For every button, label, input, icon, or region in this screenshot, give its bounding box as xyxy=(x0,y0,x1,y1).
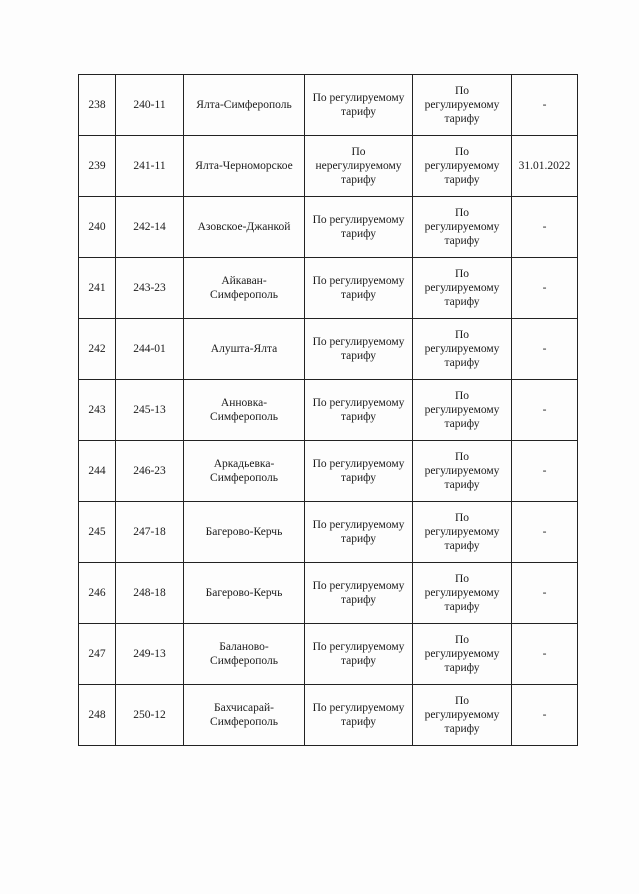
current-tariff-cell xyxy=(305,563,413,624)
table-row xyxy=(79,197,578,258)
row-number: 248 xyxy=(88,709,106,721)
row-number-cell xyxy=(79,563,116,624)
route-name: Ялта-Симферополь xyxy=(196,99,292,111)
route-code: 244-01 xyxy=(133,343,166,355)
route-code: 250-12 xyxy=(133,709,166,721)
current-tariff-cell xyxy=(305,502,413,563)
table-row xyxy=(79,75,578,136)
route-name: Алушта-Ялта xyxy=(210,343,278,355)
planned-tariff: По регулируемому тарифу xyxy=(424,451,500,491)
planned-tariff-cell xyxy=(413,75,512,136)
planned-tariff: По регулируемому тарифу xyxy=(424,390,500,430)
route-name: Ялта-Черноморское xyxy=(195,160,293,172)
route-code: 241-11 xyxy=(133,160,166,172)
row-number-cell xyxy=(79,441,116,502)
table-row xyxy=(79,380,578,441)
change-date-cell xyxy=(512,136,578,197)
route-code: 249-13 xyxy=(133,648,166,660)
change-date-cell xyxy=(512,197,578,258)
route-code-cell xyxy=(116,197,184,258)
change-date-cell xyxy=(512,441,578,502)
change-date-cell xyxy=(512,75,578,136)
route-name: Багерово-Керчь xyxy=(205,526,283,538)
row-number: 243 xyxy=(88,404,106,416)
planned-tariff-cell xyxy=(413,136,512,197)
route-name-cell xyxy=(184,258,305,319)
change-date: - xyxy=(542,526,547,538)
route-name-cell xyxy=(184,75,305,136)
current-tariff-cell xyxy=(305,624,413,685)
row-number-cell xyxy=(79,685,116,746)
route-name-cell xyxy=(184,136,305,197)
routes-table-body xyxy=(79,75,578,746)
planned-tariff-cell xyxy=(413,380,512,441)
row-number-cell xyxy=(79,258,116,319)
change-date-cell xyxy=(512,319,578,380)
route-name-cell xyxy=(184,380,305,441)
row-number-cell xyxy=(79,136,116,197)
row-number-cell xyxy=(79,75,116,136)
change-date: - xyxy=(542,343,547,355)
route-name: Аркадьевка- Симферополь xyxy=(210,458,278,484)
current-tariff: По регулируемому тарифу xyxy=(312,702,405,728)
table-row xyxy=(79,258,578,319)
current-tariff: По регулируемому тарифу xyxy=(312,275,405,301)
row-number: 238 xyxy=(88,99,106,111)
change-date-cell xyxy=(512,380,578,441)
table-row xyxy=(79,502,578,563)
row-number: 245 xyxy=(88,526,106,538)
current-tariff: По регулируемому тарифу xyxy=(312,458,405,484)
planned-tariff: По регулируемому тарифу xyxy=(424,146,500,186)
planned-tariff-cell xyxy=(413,685,512,746)
route-code: 245-13 xyxy=(133,404,166,416)
change-date-cell xyxy=(512,563,578,624)
current-tariff: По регулируемому тарифу xyxy=(312,397,405,423)
route-code-cell xyxy=(116,75,184,136)
planned-tariff: По регулируемому тарифу xyxy=(424,207,500,247)
route-code: 242-14 xyxy=(133,221,166,233)
current-tariff-cell xyxy=(305,685,413,746)
row-number: 242 xyxy=(88,343,106,355)
route-code-cell xyxy=(116,258,184,319)
route-name: Анновка- Симферополь xyxy=(210,397,278,423)
table-row xyxy=(79,685,578,746)
route-code-cell xyxy=(116,685,184,746)
route-name: Бахчисарай- Симферополь xyxy=(210,702,278,728)
change-date: 31.01.2022 xyxy=(518,160,571,172)
route-code-cell xyxy=(116,136,184,197)
planned-tariff: По регулируемому тарифу xyxy=(424,512,500,552)
current-tariff-cell xyxy=(305,258,413,319)
route-name-cell xyxy=(184,624,305,685)
current-tariff: По регулируемому тарифу xyxy=(312,336,405,362)
route-name-cell xyxy=(184,502,305,563)
row-number: 247 xyxy=(88,648,106,660)
table-row xyxy=(79,441,578,502)
row-number: 241 xyxy=(88,282,106,294)
route-code-cell xyxy=(116,502,184,563)
change-date: - xyxy=(542,709,547,721)
route-name-cell xyxy=(184,197,305,258)
route-code: 243-23 xyxy=(133,282,166,294)
planned-tariff-cell xyxy=(413,563,512,624)
row-number-cell xyxy=(79,502,116,563)
planned-tariff: По регулируемому тарифу xyxy=(424,634,500,674)
route-code: 247-18 xyxy=(133,526,166,538)
planned-tariff-cell xyxy=(413,258,512,319)
planned-tariff: По регулируемому тарифу xyxy=(424,329,500,369)
current-tariff: По регулируемому тарифу xyxy=(312,519,405,545)
planned-tariff-cell xyxy=(413,197,512,258)
change-date-cell xyxy=(512,685,578,746)
table-row xyxy=(79,136,578,197)
route-code: 246-23 xyxy=(133,465,166,477)
change-date: - xyxy=(542,648,547,660)
planned-tariff-cell xyxy=(413,502,512,563)
change-date-cell xyxy=(512,258,578,319)
route-code: 240-11 xyxy=(133,99,166,111)
route-name: Айкаван- Симферополь xyxy=(210,275,278,301)
current-tariff-cell xyxy=(305,319,413,380)
route-code-cell xyxy=(116,624,184,685)
route-name: Азовское-Джанкой xyxy=(197,221,291,233)
planned-tariff: По регулируемому тарифу xyxy=(424,85,500,125)
planned-tariff: По регулируемому тарифу xyxy=(424,573,500,613)
current-tariff: По регулируемому тарифу xyxy=(312,580,405,606)
planned-tariff-cell xyxy=(413,319,512,380)
row-number-cell xyxy=(79,319,116,380)
current-tariff-cell xyxy=(305,75,413,136)
row-number: 246 xyxy=(88,587,106,599)
table-row xyxy=(79,319,578,380)
route-name: Баланово- Симферополь xyxy=(210,641,278,667)
planned-tariff-cell xyxy=(413,624,512,685)
change-date: - xyxy=(542,99,547,111)
route-name-cell xyxy=(184,441,305,502)
route-name-cell xyxy=(184,563,305,624)
current-tariff: По нерегулируемому тарифу xyxy=(315,146,402,186)
route-code-cell xyxy=(116,441,184,502)
route-name-cell xyxy=(184,685,305,746)
current-tariff: По регулируемому тарифу xyxy=(312,641,405,667)
row-number: 240 xyxy=(88,221,106,233)
route-code-cell xyxy=(116,319,184,380)
current-tariff: По регулируемому тарифу xyxy=(312,92,405,118)
current-tariff-cell xyxy=(305,136,413,197)
route-name-cell xyxy=(184,319,305,380)
table-row xyxy=(79,624,578,685)
current-tariff-cell xyxy=(305,197,413,258)
change-date-cell xyxy=(512,502,578,563)
row-number-cell xyxy=(79,380,116,441)
current-tariff: По регулируемому тарифу xyxy=(312,214,405,240)
change-date: - xyxy=(542,465,547,477)
route-code-cell xyxy=(116,563,184,624)
change-date: - xyxy=(542,404,547,416)
current-tariff-cell xyxy=(305,441,413,502)
row-number-cell xyxy=(79,624,116,685)
change-date: - xyxy=(542,587,547,599)
current-tariff-cell xyxy=(305,380,413,441)
change-date: - xyxy=(542,282,547,294)
planned-tariff: По регулируемому тарифу xyxy=(424,695,500,735)
routes-table xyxy=(78,74,578,746)
route-name: Багерово-Керчь xyxy=(205,587,283,599)
row-number-cell xyxy=(79,197,116,258)
row-number: 244 xyxy=(88,465,106,477)
table-row xyxy=(79,563,578,624)
row-number: 239 xyxy=(88,160,106,172)
route-code-cell xyxy=(116,380,184,441)
route-code: 248-18 xyxy=(133,587,166,599)
planned-tariff: По регулируемому тарифу xyxy=(424,268,500,308)
change-date: - xyxy=(542,221,547,233)
change-date-cell xyxy=(512,624,578,685)
planned-tariff-cell xyxy=(413,441,512,502)
